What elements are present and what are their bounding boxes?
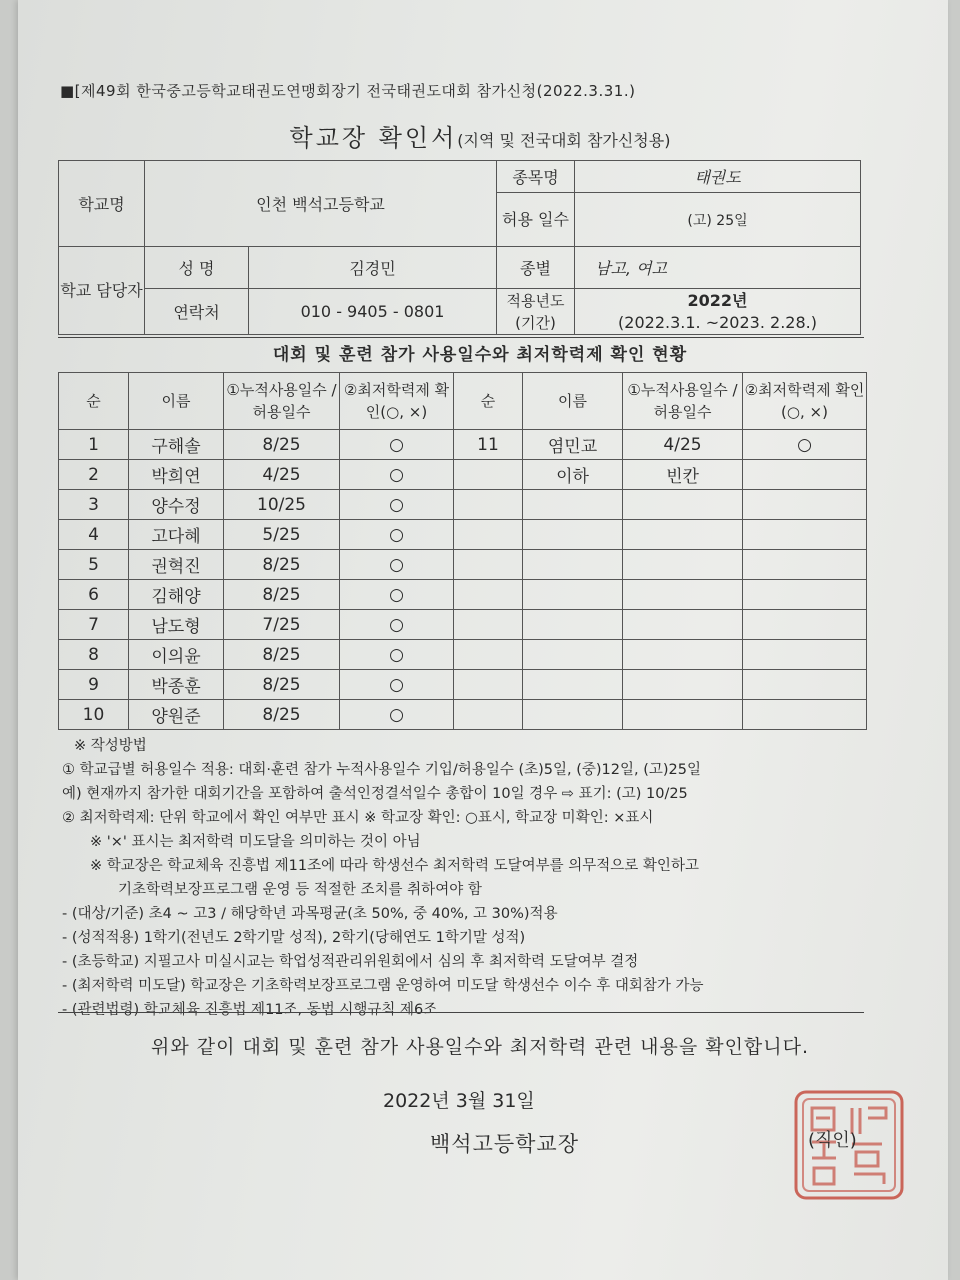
instruction-line: - (대상/기준) 초4 ~ 고3 / 해당학년 과목평균(초 50%, 중 40%, 고 30%)적용	[62, 906, 558, 922]
student-name	[523, 520, 623, 550]
table-row	[59, 580, 867, 610]
contact-label: 연락처	[145, 289, 249, 335]
instruction-line: - (초등학교) 지필고사 미실시교는 학업성적관리위원회에서 심의 후 최저학력 도달여부 결정	[62, 954, 639, 970]
student-name: 구해솔	[129, 430, 224, 460]
row-number: 2	[59, 460, 129, 490]
row-number	[454, 610, 523, 640]
participation-table	[58, 372, 867, 730]
category-label: 종별	[497, 247, 575, 289]
days-used: 8/25	[224, 550, 340, 580]
days-used: 8/25	[224, 640, 340, 670]
days-used: 10/25	[224, 490, 340, 520]
section-title: 대회 및 훈련 참가 사용일수와 최저학력제 확인 현황	[272, 345, 688, 365]
seal-label: (직인)	[808, 1130, 857, 1151]
table-row	[59, 550, 867, 580]
academic-check	[743, 700, 867, 730]
row-number	[454, 700, 523, 730]
academic-check: ○	[340, 700, 454, 730]
instruction-line: ※ 학교장은 학교체육 진흥법 제11조에 따라 학생선수 최저학력 도달여부를 의무적으로 확인하고	[90, 858, 699, 874]
instruction-line: ※ '×' 표시는 최저학력 미도달을 의미하는 것이 아님	[90, 834, 421, 850]
days-used	[623, 550, 743, 580]
student-name: 이의윤	[129, 640, 224, 670]
column-header: 순	[59, 373, 129, 430]
confirmation-date: 2022년 3월 31일	[383, 1090, 535, 1112]
academic-check: ○	[340, 520, 454, 550]
row-number	[454, 670, 523, 700]
divider	[58, 337, 864, 338]
days-used	[623, 520, 743, 550]
days-used	[623, 700, 743, 730]
school-value: 인천 백석고등학교	[145, 161, 497, 247]
instruction-line: 기초학력보장프로그램 운영 등 적절한 조치를 취하여야 함	[118, 882, 482, 898]
table-row	[59, 700, 867, 730]
instruction-line: - (성적적용) 1학기(전년도 2학기말 성적), 2학기(당해연도 1학기말 성적)	[62, 930, 526, 946]
title-main: 학교장 확인서	[289, 124, 458, 152]
student-name: 양수정	[129, 490, 224, 520]
instruction-line: - (관련법령) 학교체육 진흥법 제11조, 동법 시행규칙 제6조	[62, 1002, 438, 1018]
days-used	[623, 490, 743, 520]
contact-value: 010 - 9405 - 0801	[249, 289, 497, 335]
days-used	[623, 580, 743, 610]
days-used: 4/25	[623, 430, 743, 460]
table-row	[59, 640, 867, 670]
row-number: 5	[59, 550, 129, 580]
academic-check: ○	[340, 670, 454, 700]
instruction-line: - (최저학력 미도달) 학교장은 기초학력보장프로그램 운영하여 미도달 학생선수 이수 후 대회참가 가능	[62, 978, 704, 994]
academic-check: ○	[743, 430, 867, 460]
table-row	[59, 610, 867, 640]
confirmation-text: 위와 같이 대회 및 훈련 참가 사용일수와 최저학력 관련 내용을 확인합니다.	[150, 1036, 810, 1058]
academic-check: ○	[340, 460, 454, 490]
year-cell	[575, 289, 861, 335]
category-value: 남고, 여고	[575, 247, 861, 289]
year-value: 2022년	[687, 290, 748, 310]
column-header: ①누적사용일수 /허용일수	[224, 373, 340, 430]
student-name: 이하	[523, 460, 623, 490]
student-name	[523, 700, 623, 730]
academic-check: ○	[340, 490, 454, 520]
row-number: 10	[59, 700, 129, 730]
period-value: (2022.3.1. ~2023. 2.28.)	[618, 312, 817, 332]
row-number	[454, 640, 523, 670]
divider	[58, 1012, 864, 1013]
instruction-line: 예) 현재까지 참가한 대회기간을 포함하여 출석인정결석일수 총합이 10일 경우 ⇨ 표기: (고) 10/25	[62, 786, 688, 802]
student-name: 고다혜	[129, 520, 224, 550]
academic-check: ○	[340, 430, 454, 460]
table-row	[59, 520, 867, 550]
column-header: ②최저학력제 확인(○, ×)	[743, 373, 867, 430]
row-number	[454, 520, 523, 550]
academic-check	[743, 610, 867, 640]
days-used: 7/25	[224, 610, 340, 640]
table-row	[59, 430, 867, 460]
year-label: 적용년도 (기간)	[497, 289, 575, 335]
days-used	[623, 610, 743, 640]
column-header: ②최저학력제 확인(○, ×)	[340, 373, 454, 430]
table-row	[59, 490, 867, 520]
days-used: 4/25	[224, 460, 340, 490]
row-number: 7	[59, 610, 129, 640]
academic-check	[743, 520, 867, 550]
academic-check	[743, 640, 867, 670]
row-number	[454, 550, 523, 580]
event-value: 태권도	[575, 161, 861, 193]
days-used: 5/25	[224, 520, 340, 550]
row-number: 9	[59, 670, 129, 700]
table-header-row	[59, 373, 867, 430]
allowed-days-label: 허용 일수	[497, 193, 575, 247]
title-sub: (지역 및 전국대회 참가신청용)	[457, 131, 671, 150]
student-name: 박종훈	[129, 670, 224, 700]
student-name	[523, 640, 623, 670]
student-name	[523, 610, 623, 640]
row-number	[454, 460, 523, 490]
student-name	[523, 580, 623, 610]
student-name: 염민교	[523, 430, 623, 460]
row-number: 1	[59, 430, 129, 460]
school-label: 학교명	[59, 161, 145, 247]
event-label: 종목명	[497, 161, 575, 193]
student-name: 김해양	[129, 580, 224, 610]
row-number	[454, 490, 523, 520]
academic-check	[743, 670, 867, 700]
name-value: 김경민	[249, 247, 497, 289]
academic-check: ○	[340, 610, 454, 640]
academic-check	[743, 580, 867, 610]
days-used: 8/25	[224, 700, 340, 730]
instruction-line: ※ 작성방법	[74, 738, 147, 754]
row-number: 11	[454, 430, 523, 460]
days-used	[623, 670, 743, 700]
student-name: 양원준	[129, 700, 224, 730]
row-number: 6	[59, 580, 129, 610]
document-title	[0, 118, 960, 153]
row-number	[454, 580, 523, 610]
name-label: 성 명	[145, 247, 249, 289]
row-number: 8	[59, 640, 129, 670]
days-used: 빈칸	[623, 460, 743, 490]
academic-check	[743, 460, 867, 490]
days-used: 8/25	[224, 670, 340, 700]
column-header: ①누적사용일수 /허용일수	[623, 373, 743, 430]
days-used	[623, 640, 743, 670]
row-number: 3	[59, 490, 129, 520]
table-row	[59, 670, 867, 700]
instructions	[62, 734, 882, 1022]
document-header: ■[제49회 한국중고등학교태권도연맹회장기 전국태권도대회 참가신청(2022.3.31.)	[60, 82, 636, 100]
student-name: 박희연	[129, 460, 224, 490]
student-name	[523, 670, 623, 700]
school-info-table	[58, 160, 861, 335]
column-header: 순	[454, 373, 523, 430]
column-header: 이름	[523, 373, 623, 430]
student-name: 권혁진	[129, 550, 224, 580]
academic-check	[743, 550, 867, 580]
academic-check: ○	[340, 550, 454, 580]
row-number: 4	[59, 520, 129, 550]
allowed-days-value: (고) 25일	[575, 193, 861, 247]
instruction-line: ② 최저학력제: 단위 학교에서 확인 여부만 표시 ※ 학교장 확인: ○표시, 학교장 미확인: ×표시	[62, 810, 654, 826]
days-used: 8/25	[224, 580, 340, 610]
days-used: 8/25	[224, 430, 340, 460]
column-header: 이름	[129, 373, 224, 430]
academic-check	[743, 490, 867, 520]
student-name: 남도형	[129, 610, 224, 640]
academic-check: ○	[340, 580, 454, 610]
principal-title: 백석고등학교장	[430, 1132, 580, 1156]
academic-check: ○	[340, 640, 454, 670]
student-name	[523, 550, 623, 580]
student-name	[523, 490, 623, 520]
staff-label: 학교 담당자	[59, 247, 145, 335]
table-row	[59, 460, 867, 490]
instruction-line: ① 학교급별 허용일수 적용: 대회·훈련 참가 누적사용일수 기입/허용일수 (초)5일, (중)12일, (고)25일	[62, 762, 701, 778]
